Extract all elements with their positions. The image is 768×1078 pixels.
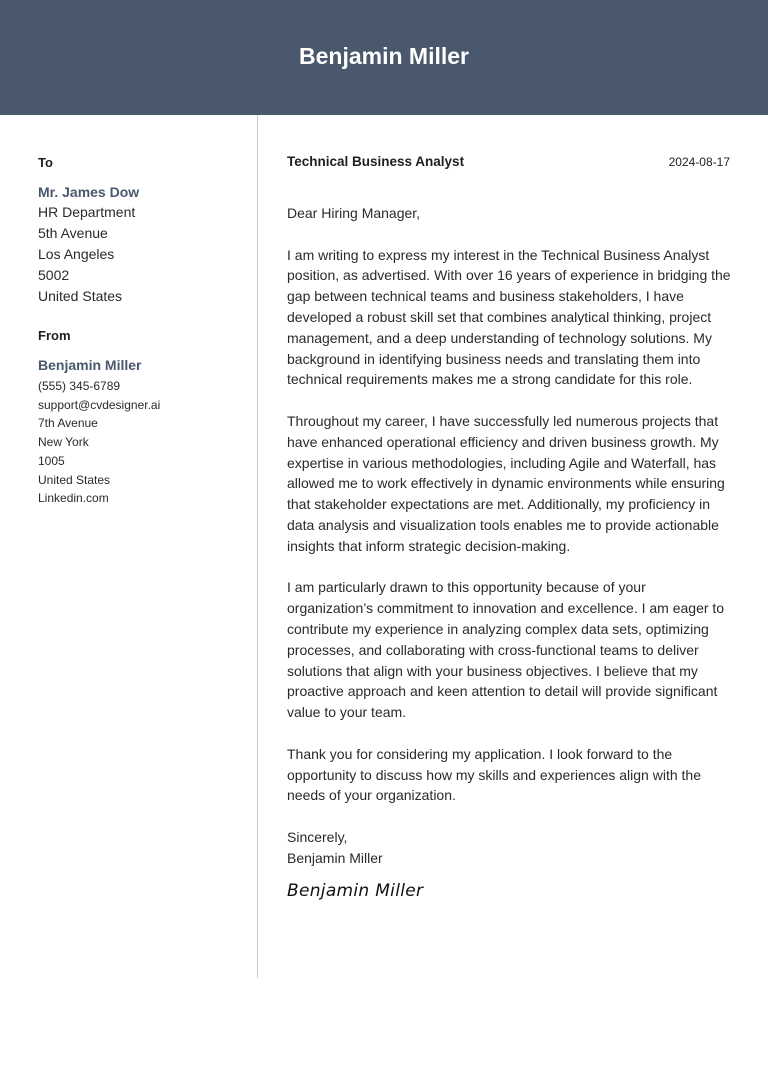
sender-city: New York — [38, 435, 89, 450]
paragraph: Thank you for considering my application. I look forward to the opportunity to discuss how my skills and experiences align with the needs of your organization. — [287, 745, 701, 804]
paragraph: Throughout my career, I have successfully led numerous projects that have enhanced operational efficiency and driven business growth. My expertise in various methodologies, including Agile and Waterfall, has allowed me to work effectively in dynamic environments while ensuring that stakeholder expectations are met. Additionally, my proficiency in data analysis and visualization tools enables me to provide actionable insights that inform strategic decision-making. — [287, 412, 725, 554]
signature: Benjamin Miller — [287, 880, 424, 901]
recipient-line: United States — [38, 288, 123, 304]
sender-name: Benjamin Miller — [38, 357, 142, 373]
paragraph: I am particularly drawn to this opportunity because of your organization’s commitment to innovation and excellence. I am eager to contribute my experience in analyzing complex data sets, optimizing processes, and collaborating with cross-functional teams to deliver solutions that align with your business objectives. I believe that my proactive approach and keen attention to detail will provide significant value to your team. — [287, 579, 725, 721]
address-column — [38, 154, 243, 508]
sender-contact — [38, 377, 243, 508]
closing-word: Sincerely, — [287, 828, 348, 845]
sender-linkedin: Linkedin.com — [38, 491, 109, 506]
recipient-line: HR Department — [38, 204, 136, 220]
job-title: Technical Business Analyst — [287, 154, 465, 169]
letter-date: 2024-08-17 — [668, 155, 730, 169]
recipient-name: Mr. James Dow — [38, 184, 140, 200]
sender-phone: (555) 345-6789 — [38, 379, 121, 393]
paragraph: I am writing to express my interest in the Technical Business Analyst position, as advertised. With over 16 years of experience in bridging the gap between technical teams and business stakeholders, I have developed a robust skill set that combines analytical thinking, project management, and a deep understanding of technology solutions. My background in identifying business needs and translating them into technical requirements makes me a strong candidate for this role. — [287, 246, 731, 388]
column-divider — [257, 115, 258, 978]
header-name: Benjamin Miller — [299, 43, 469, 69]
recipient-address — [38, 202, 243, 307]
sender-country: United States — [38, 472, 111, 487]
recipient-line: 5th Avenue — [38, 225, 108, 241]
recipient-line: Los Angeles — [38, 246, 115, 262]
sender-email: support@cvdesigner.ai — [38, 397, 161, 412]
from-heading: From — [38, 328, 71, 343]
recipient-line: 5002 — [38, 267, 70, 283]
header-banner — [0, 0, 768, 115]
letter-body — [287, 154, 732, 901]
closing-name: Benjamin Miller — [287, 849, 383, 866]
sender-street: 7th Avenue — [38, 416, 98, 431]
sender-postcode: 1005 — [38, 453, 65, 468]
letter-header-row — [287, 154, 732, 172]
to-heading: To — [38, 155, 53, 170]
salutation: Dear Hiring Manager, — [287, 205, 421, 221]
closing — [287, 827, 732, 869]
